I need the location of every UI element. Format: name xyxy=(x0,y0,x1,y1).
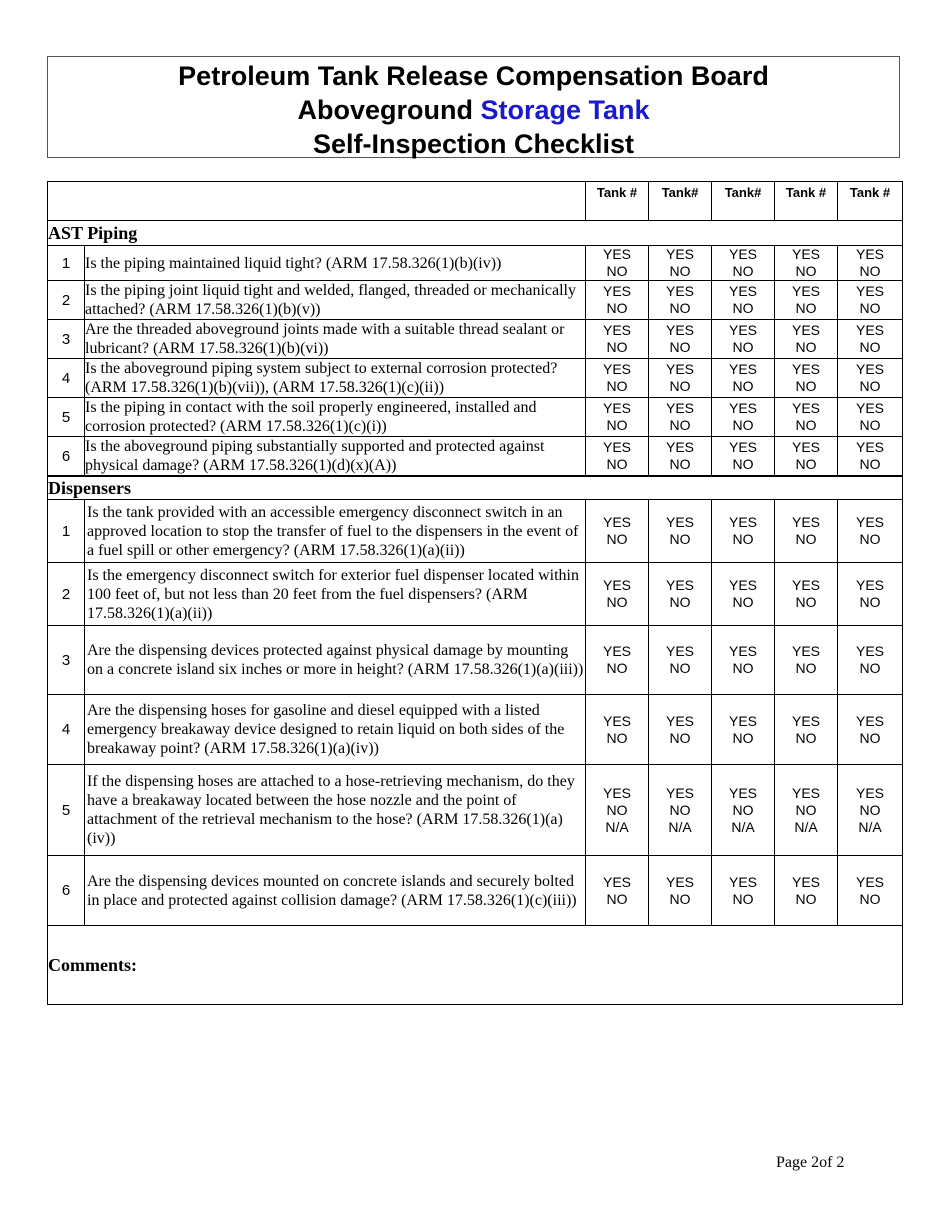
checklist-row xyxy=(48,246,903,281)
header-blank-cell xyxy=(48,182,586,221)
answer-options-tank-1[interactable]: YES NO N/A xyxy=(586,765,649,856)
checklist-row xyxy=(48,563,903,626)
section-title: AST Piping xyxy=(48,221,903,246)
item-number: 2 xyxy=(48,563,85,626)
answer-options-tank-1[interactable]: YES NO xyxy=(586,437,649,477)
item-number: 4 xyxy=(48,359,85,398)
answer-options-tank-3[interactable]: YES NO xyxy=(712,437,775,477)
item-number: 3 xyxy=(48,320,85,359)
answer-options-tank-4[interactable]: YES NO xyxy=(775,626,838,695)
answer-options-tank-4[interactable]: YES NO xyxy=(775,359,838,398)
answer-options-tank-5[interactable]: YES NO xyxy=(838,281,903,320)
tank-header-5: Tank # xyxy=(838,182,903,221)
question-text: Is the piping maintained liquid tight? (ARM 17.58.326(1)(b)(iv)) xyxy=(85,246,586,281)
question-text: Are the dispensing devices mounted on concrete islands and securely bolted in place and protected against collision damage? (ARM 17.58.326(1)(c)(iii)) xyxy=(85,856,586,926)
answer-options-tank-1[interactable]: YES NO xyxy=(586,563,649,626)
answer-options-tank-1[interactable]: YES NO xyxy=(586,246,649,281)
question-text: Are the dispensing devices protected against physical damage by mounting on a concrete island six inches or more in height? (ARM 17.58.326(1)(a)(iii)) xyxy=(85,626,586,695)
checklist-row xyxy=(48,500,903,563)
checklist-row xyxy=(48,359,903,398)
checklist-row xyxy=(48,437,903,477)
answer-options-tank-2[interactable]: YES NO xyxy=(649,398,712,437)
answer-options-tank-2[interactable]: YES NO xyxy=(649,856,712,926)
question-text: Is the emergency disconnect switch for exterior fuel dispenser located within 100 feet of, but not less than 20 feet from the fuel dispensers? (ARM 17.58.326(1)(a)(ii)) xyxy=(85,563,586,626)
answer-options-tank-3[interactable]: YES NO xyxy=(712,359,775,398)
title-line-2 xyxy=(48,93,899,127)
question-text: Is the piping joint liquid tight and welded, flanged, threaded or mechanically attached? (ARM 17.58.326(1)(b)(v)) xyxy=(85,281,586,320)
tank-header-2: Tank# xyxy=(649,182,712,221)
answer-options-tank-1[interactable]: YES NO xyxy=(586,500,649,563)
answer-options-tank-1[interactable]: YES NO xyxy=(586,320,649,359)
answer-options-tank-2[interactable]: YES NO xyxy=(649,359,712,398)
answer-options-tank-3[interactable]: YES NO xyxy=(712,856,775,926)
title-line-1: Petroleum Tank Release Compensation Board xyxy=(178,61,769,91)
answer-options-tank-5[interactable]: YES NO xyxy=(838,437,903,477)
answer-options-tank-2[interactable]: YES NO xyxy=(649,320,712,359)
answer-options-tank-4[interactable]: YES NO xyxy=(775,246,838,281)
question-text: If the dispensing hoses are attached to a hose-retrieving mechanism, do they have a breakaway located between the hose nozzle and the point of attachment of the retrieval mechanism to the hose? (ARM 17.58.326(1)(a)(iv)) xyxy=(85,765,586,856)
answer-options-tank-3[interactable]: YES NO xyxy=(712,281,775,320)
question-text: Is the piping in contact with the soil properly engineered, installed and corrosion protected? (ARM 17.58.326(1)(c)(i)) xyxy=(85,398,586,437)
answer-options-tank-2[interactable]: YES NO xyxy=(649,626,712,695)
answer-options-tank-5[interactable]: YES NO N/A xyxy=(838,765,903,856)
section-title: Dispensers xyxy=(48,476,903,500)
comments-row xyxy=(48,926,903,1005)
question-text: Is the aboveground piping system subject to external corrosion protected? (ARM 17.58.326(1)(b)(vii)), (ARM 17.58.326(1)(c)(ii)) xyxy=(85,359,586,398)
question-text: Are the dispensing hoses for gasoline and diesel equipped with a listed emergency breakaway device designed to retain liquid on both sides of the breakaway point? (ARM 17.58.326(1)(a)(iv)) xyxy=(85,695,586,765)
answer-options-tank-1[interactable]: YES NO xyxy=(586,359,649,398)
item-number: 5 xyxy=(48,398,85,437)
item-number: 4 xyxy=(48,695,85,765)
tank-header-1: Tank # xyxy=(586,182,649,221)
answer-options-tank-1[interactable]: YES NO xyxy=(586,398,649,437)
answer-options-tank-5[interactable]: YES NO xyxy=(838,359,903,398)
checklist-row xyxy=(48,626,903,695)
answer-options-tank-5[interactable]: YES NO xyxy=(838,398,903,437)
answer-options-tank-4[interactable]: YES NO xyxy=(775,856,838,926)
item-number: 1 xyxy=(48,500,85,563)
question-text: Is the tank provided with an accessible emergency disconnect switch in an approved location to stop the transfer of fuel to the dispensers in the event of a fuel spill or other emergency? (ARM 17.58.326(1)(a)(ii)) xyxy=(85,500,586,563)
section-header xyxy=(48,476,903,500)
checklist-row xyxy=(48,281,903,320)
answer-options-tank-4[interactable]: YES NO xyxy=(775,695,838,765)
item-number: 3 xyxy=(48,626,85,695)
answer-options-tank-3[interactable]: YES NO xyxy=(712,246,775,281)
checklist-row xyxy=(48,398,903,437)
item-number: 5 xyxy=(48,765,85,856)
answer-options-tank-2[interactable]: YES NO xyxy=(649,695,712,765)
answer-options-tank-2[interactable]: YES NO xyxy=(649,437,712,477)
checklist-row xyxy=(48,856,903,926)
page-number: Page 2of 2 xyxy=(776,1154,845,1171)
question-text: Is the aboveground piping substantially supported and protected against physical damage? (ARM 17.58.326(1)(d)(x)(A)) xyxy=(85,437,586,477)
answer-options-tank-2[interactable]: YES NO N/A xyxy=(649,765,712,856)
checklist-row xyxy=(48,320,903,359)
answer-options-tank-4[interactable]: YES NO xyxy=(775,281,838,320)
answer-options-tank-2[interactable]: YES NO xyxy=(649,563,712,626)
answer-options-tank-2[interactable]: YES NO xyxy=(649,281,712,320)
answer-options-tank-3[interactable]: YES NO xyxy=(712,320,775,359)
answer-options-tank-5[interactable]: YES NO xyxy=(838,626,903,695)
answer-options-tank-3[interactable]: YES NO xyxy=(712,398,775,437)
answer-options-tank-3[interactable]: YES NO xyxy=(712,695,775,765)
answer-options-tank-1[interactable]: YES NO xyxy=(586,281,649,320)
title-line-2-blue: Storage Tank xyxy=(480,95,650,125)
tank-header-3: Tank# xyxy=(712,182,775,221)
answer-options-tank-4[interactable]: YES NO xyxy=(775,437,838,477)
answer-options-tank-3[interactable]: YES NO xyxy=(712,626,775,695)
answer-options-tank-3[interactable]: YES NO xyxy=(712,500,775,563)
title-line-2-black: Aboveground xyxy=(297,95,481,125)
header-row xyxy=(48,182,903,221)
checklist-table xyxy=(47,181,903,1005)
checklist-row xyxy=(48,765,903,856)
title-line-3: Self-Inspection Checklist xyxy=(312,129,635,159)
answer-options-tank-2[interactable]: YES NO xyxy=(649,246,712,281)
answer-options-tank-4[interactable]: YES NO N/A xyxy=(775,765,838,856)
title-box xyxy=(47,56,900,158)
section-header xyxy=(48,221,903,246)
answer-options-tank-1[interactable]: YES NO xyxy=(586,626,649,695)
answer-options-tank-3[interactable]: YES NO N/A xyxy=(712,765,775,856)
item-number: 6 xyxy=(48,437,85,477)
answer-options-tank-5[interactable]: YES NO xyxy=(838,320,903,359)
checklist-row xyxy=(48,695,903,765)
answer-options-tank-1[interactable]: YES NO xyxy=(586,856,649,926)
answer-options-tank-4[interactable]: YES NO xyxy=(775,563,838,626)
item-number: 2 xyxy=(48,281,85,320)
item-number: 1 xyxy=(48,246,85,281)
answer-options-tank-4[interactable]: YES NO xyxy=(775,500,838,563)
answer-options-tank-4[interactable]: YES NO xyxy=(775,320,838,359)
item-number: 6 xyxy=(48,856,85,926)
answer-options-tank-4[interactable]: YES NO xyxy=(775,398,838,437)
answer-options-tank-1[interactable]: YES NO xyxy=(586,695,649,765)
answer-options-tank-5[interactable]: YES NO xyxy=(838,695,903,765)
answer-options-tank-5[interactable]: YES NO xyxy=(838,563,903,626)
answer-options-tank-5[interactable]: YES NO xyxy=(838,246,903,281)
answer-options-tank-3[interactable]: YES NO xyxy=(712,563,775,626)
answer-options-tank-2[interactable]: YES NO xyxy=(649,500,712,563)
question-text: Are the threaded aboveground joints made with a suitable thread sealant or lubricant? (ARM 17.58.326(1)(b)(vi)) xyxy=(85,320,586,359)
tank-header-4: Tank # xyxy=(775,182,838,221)
answer-options-tank-5[interactable]: YES NO xyxy=(838,500,903,563)
comments-label[interactable]: Comments: xyxy=(48,926,903,1005)
answer-options-tank-5[interactable]: YES NO xyxy=(838,856,903,926)
